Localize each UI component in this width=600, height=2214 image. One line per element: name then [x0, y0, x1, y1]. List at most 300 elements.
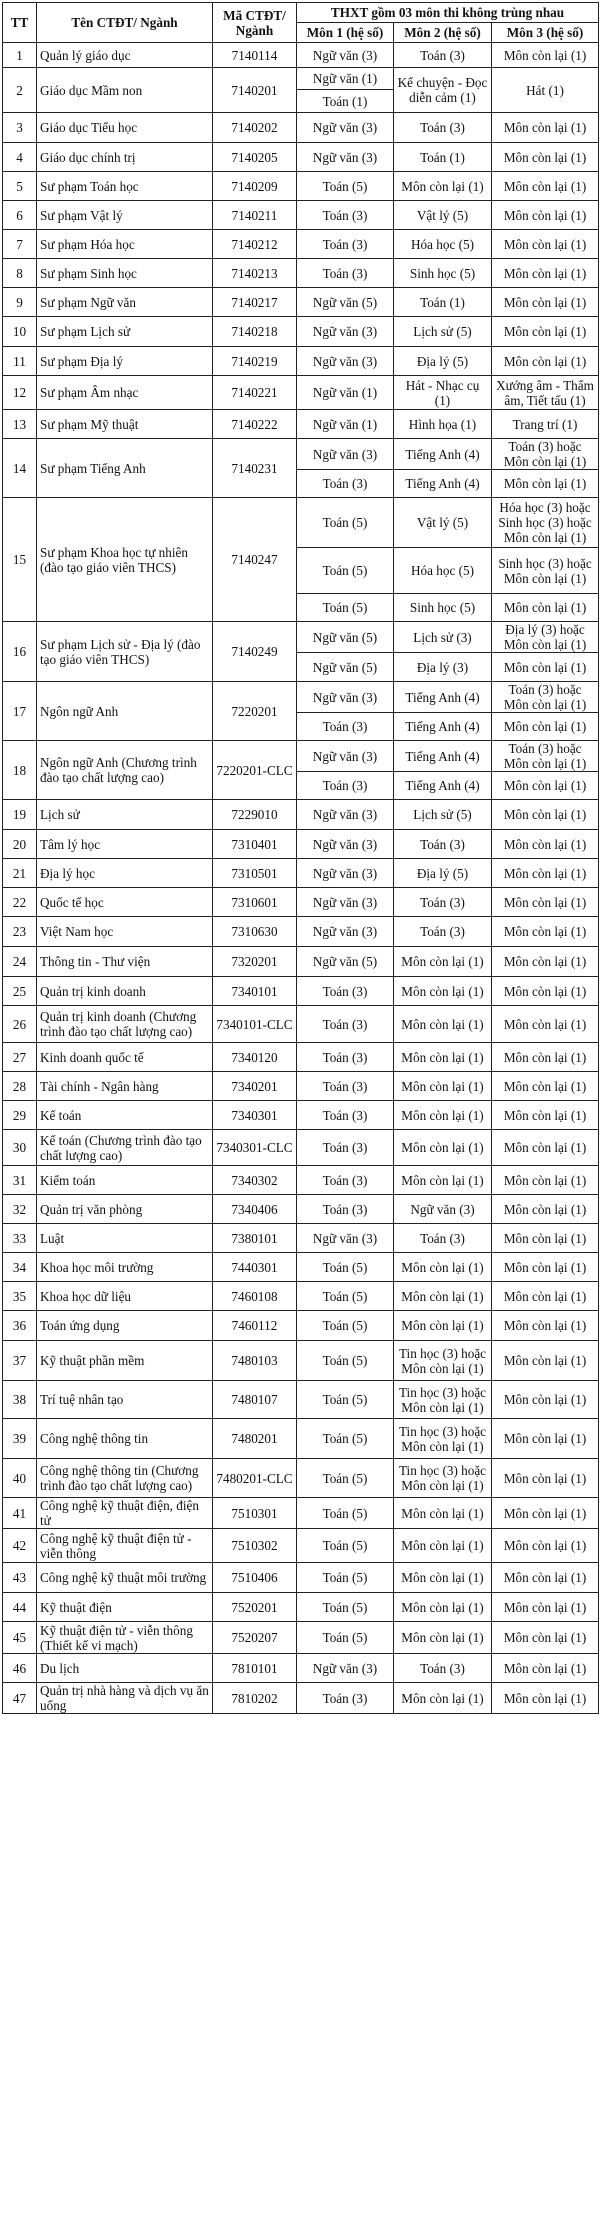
table-row — [3, 347, 599, 376]
program-code: 7310501 — [213, 859, 297, 888]
program-code: 7140114 — [213, 43, 297, 68]
subject-1: Toán (5) — [297, 1459, 394, 1498]
subject-1: Toán (3) — [297, 259, 394, 288]
subject-3: Môn còn lại (1) — [492, 1195, 599, 1224]
table-row — [3, 1101, 599, 1130]
row-number: 35 — [3, 1282, 37, 1311]
subject-3: Môn còn lại (1) — [492, 772, 599, 800]
table-row — [3, 1622, 599, 1654]
program-name: Tài chính - Ngân hàng — [37, 1072, 213, 1101]
program-name: Giáo dục Mầm non — [37, 68, 213, 113]
row-number: 2 — [3, 68, 37, 113]
program-code: 7140219 — [213, 347, 297, 376]
table-row — [3, 43, 599, 68]
row-number: 20 — [3, 830, 37, 859]
program-code: 7140247 — [213, 498, 297, 622]
subject-3: Môn còn lại (1) — [492, 977, 599, 1006]
row-number: 14 — [3, 439, 37, 498]
program-code: 7140211 — [213, 201, 297, 230]
subject-3: Xướng âm - Thẩm âm, Tiết tấu (1) — [492, 376, 599, 410]
subject-3: Sinh học (3) hoặc Môn còn lại (1) — [492, 548, 599, 594]
table-row — [3, 1224, 599, 1253]
subject-1: Toán (3) — [297, 470, 394, 498]
subject-2: Địa lý (5) — [394, 859, 492, 888]
program-name: Quản trị kinh doanh — [37, 977, 213, 1006]
table-row — [3, 259, 599, 288]
program-name: Sư phạm Mỹ thuật — [37, 410, 213, 439]
program-name: Địa lý học — [37, 859, 213, 888]
subject-3: Môn còn lại (1) — [492, 1381, 599, 1419]
subject-3: Môn còn lại (1) — [492, 470, 599, 498]
table-row — [3, 1130, 599, 1166]
subject-1: Ngữ văn (1) — [297, 68, 394, 90]
table-row — [3, 1341, 599, 1381]
subject-1: Ngữ văn (3) — [297, 830, 394, 859]
program-name: Kế toán — [37, 1101, 213, 1130]
row-number: 38 — [3, 1381, 37, 1419]
program-code: 7510406 — [213, 1563, 297, 1593]
program-code: 7480107 — [213, 1381, 297, 1419]
row-number: 15 — [3, 498, 37, 622]
program-code: 7310630 — [213, 917, 297, 947]
row-number: 45 — [3, 1622, 37, 1654]
table-row — [3, 172, 599, 201]
table-row — [3, 317, 599, 347]
row-number: 13 — [3, 410, 37, 439]
subject-1: Toán (5) — [297, 1529, 394, 1563]
subject-1: Ngữ văn (3) — [297, 800, 394, 830]
table-row — [3, 1195, 599, 1224]
subject-2: Tiếng Anh (4) — [394, 713, 492, 741]
subject-3: Môn còn lại (1) — [492, 288, 599, 317]
table-row — [3, 376, 599, 410]
subject-2: Môn còn lại (1) — [394, 1166, 492, 1195]
table-row — [3, 917, 599, 947]
subject-2: Môn còn lại (1) — [394, 172, 492, 201]
program-name: Công nghệ kỹ thuật môi trường — [37, 1563, 213, 1593]
subject-3: Môn còn lại (1) — [492, 947, 599, 977]
subject-2: Môn còn lại (1) — [394, 1529, 492, 1563]
subject-2: Môn còn lại (1) — [394, 977, 492, 1006]
subject-3: Môn còn lại (1) — [492, 1341, 599, 1381]
subject-1: Ngữ văn (5) — [297, 653, 394, 682]
subject-3: Môn còn lại (1) — [492, 1224, 599, 1253]
program-code: 7810202 — [213, 1683, 297, 1714]
subject-1: Toán (1) — [297, 90, 394, 113]
table-row — [3, 1529, 599, 1563]
row-number: 18 — [3, 741, 37, 800]
subject-1: Toán (5) — [297, 1341, 394, 1381]
program-name: Trí tuệ nhân tạo — [37, 1381, 213, 1419]
row-number: 42 — [3, 1529, 37, 1563]
subject-3: Môn còn lại (1) — [492, 1593, 599, 1622]
row-number: 24 — [3, 947, 37, 977]
table-row — [3, 143, 599, 172]
subject-2: Toán (3) — [394, 1654, 492, 1683]
subject-2: Tin học (3) hoặc Môn còn lại (1) — [394, 1459, 492, 1498]
program-name: Việt Nam học — [37, 917, 213, 947]
subject-3: Môn còn lại (1) — [492, 800, 599, 830]
row-number: 27 — [3, 1043, 37, 1072]
subject-2: Tiếng Anh (4) — [394, 682, 492, 713]
row-number: 5 — [3, 172, 37, 201]
subject-3: Môn còn lại (1) — [492, 43, 599, 68]
subject-1: Ngữ văn (3) — [297, 43, 394, 68]
program-name: Công nghệ kỹ thuật điện tử - viễn thông — [37, 1529, 213, 1563]
subject-2: Tiếng Anh (4) — [394, 772, 492, 800]
subject-3: Môn còn lại (1) — [492, 859, 599, 888]
subject-2: Tiếng Anh (4) — [394, 470, 492, 498]
program-name: Kế toán (Chương trình đào tạo chất lượng cao) — [37, 1130, 213, 1166]
program-code: 7340101-CLC — [213, 1006, 297, 1043]
program-code: 7340201 — [213, 1072, 297, 1101]
subject-2: Môn còn lại (1) — [394, 1683, 492, 1714]
program-code: 7140249 — [213, 622, 297, 682]
table-row — [3, 439, 599, 470]
subject-2: Môn còn lại (1) — [394, 1622, 492, 1654]
subject-3: Môn còn lại (1) — [492, 201, 599, 230]
subject-1: Ngữ văn (3) — [297, 439, 394, 470]
row-number: 32 — [3, 1195, 37, 1224]
row-number: 28 — [3, 1072, 37, 1101]
subject-3: Toán (3) hoặc Môn còn lại (1) — [492, 682, 599, 713]
row-number: 22 — [3, 888, 37, 917]
table-row — [3, 977, 599, 1006]
row-number: 36 — [3, 1311, 37, 1341]
row-number: 17 — [3, 682, 37, 741]
subject-2: Môn còn lại (1) — [394, 1253, 492, 1282]
subject-3: Toán (3) hoặc Môn còn lại (1) — [492, 439, 599, 470]
subject-2: Tiếng Anh (4) — [394, 741, 492, 772]
subject-3: Môn còn lại (1) — [492, 1498, 599, 1529]
row-number: 9 — [3, 288, 37, 317]
subject-3: Môn còn lại (1) — [492, 1253, 599, 1282]
subject-2: Kể chuyện - Đọc diễn cảm (1) — [394, 68, 492, 113]
subject-2: Sinh học (5) — [394, 594, 492, 622]
program-code: 7440301 — [213, 1253, 297, 1282]
subject-3: Môn còn lại (1) — [492, 1683, 599, 1714]
program-name: Lịch sử — [37, 800, 213, 830]
subject-1: Toán (3) — [297, 1101, 394, 1130]
program-name: Ngôn ngữ Anh (Chương trình đào tạo chất lượng cao) — [37, 741, 213, 800]
subject-1: Toán (5) — [297, 498, 394, 548]
subject-1: Ngữ văn (3) — [297, 682, 394, 713]
subject-1: Ngữ văn (3) — [297, 917, 394, 947]
row-number: 46 — [3, 1654, 37, 1683]
program-code: 7380101 — [213, 1224, 297, 1253]
program-code: 7310401 — [213, 830, 297, 859]
subject-2: Toán (3) — [394, 888, 492, 917]
program-name: Sư phạm Ngữ văn — [37, 288, 213, 317]
row-number: 1 — [3, 43, 37, 68]
subject-1: Ngữ văn (3) — [297, 143, 394, 172]
subject-1: Toán (5) — [297, 172, 394, 201]
subject-2: Môn còn lại (1) — [394, 1282, 492, 1311]
program-name: Kỹ thuật điện — [37, 1593, 213, 1622]
program-name: Giáo dục chính trị — [37, 143, 213, 172]
table-row — [3, 1593, 599, 1622]
table-row — [3, 800, 599, 830]
subject-2: Toán (3) — [394, 43, 492, 68]
program-name: Sư phạm Lịch sử - Địa lý (đào tạo giáo viên THCS) — [37, 622, 213, 682]
subject-1: Toán (5) — [297, 1498, 394, 1529]
program-code: 7220201-CLC — [213, 741, 297, 800]
table-row — [3, 741, 599, 772]
program-name: Quản trị kinh doanh (Chương trình đào tạo chất lượng cao) — [37, 1006, 213, 1043]
row-number: 47 — [3, 1683, 37, 1714]
subject-2: Môn còn lại (1) — [394, 947, 492, 977]
subject-3: Môn còn lại (1) — [492, 1459, 599, 1498]
row-number: 19 — [3, 800, 37, 830]
subject-2: Toán (1) — [394, 288, 492, 317]
program-code: 7520201 — [213, 1593, 297, 1622]
row-number: 4 — [3, 143, 37, 172]
subject-2: Toán (3) — [394, 1224, 492, 1253]
table-row — [3, 1419, 599, 1459]
subject-3: Môn còn lại (1) — [492, 594, 599, 622]
subject-1: Ngữ văn (5) — [297, 947, 394, 977]
program-name: Kỹ thuật điện tử - viễn thông (Thiết kế vi mạch) — [37, 1622, 213, 1654]
subject-3: Địa lý (3) hoặc Môn còn lại (1) — [492, 622, 599, 653]
subject-3: Trang trí (1) — [492, 410, 599, 439]
table-row — [3, 1072, 599, 1101]
table-row — [3, 947, 599, 977]
row-number: 37 — [3, 1341, 37, 1381]
header-program-name: Tên CTĐT/ Ngành — [37, 3, 213, 43]
subject-3: Môn còn lại (1) — [492, 1654, 599, 1683]
program-name: Công nghệ kỹ thuật điện, điện tử — [37, 1498, 213, 1529]
table-row — [3, 230, 599, 259]
row-number: 8 — [3, 259, 37, 288]
program-name: Công nghệ thông tin (Chương trình đào tạo chất lượng cao) — [37, 1459, 213, 1498]
row-number: 11 — [3, 347, 37, 376]
subject-3: Môn còn lại (1) — [492, 888, 599, 917]
table-row — [3, 682, 599, 713]
row-number: 41 — [3, 1498, 37, 1529]
subject-1: Toán (5) — [297, 594, 394, 622]
admission-subjects-table — [2, 2, 599, 1714]
subject-3: Môn còn lại (1) — [492, 713, 599, 741]
table-row — [3, 1282, 599, 1311]
program-name: Công nghệ thông tin — [37, 1419, 213, 1459]
row-number: 44 — [3, 1593, 37, 1622]
subject-1: Toán (3) — [297, 230, 394, 259]
table-row — [3, 830, 599, 859]
program-code: 7520207 — [213, 1622, 297, 1654]
subject-2: Môn còn lại (1) — [394, 1311, 492, 1341]
program-name: Giáo dục Tiểu học — [37, 113, 213, 143]
table-row — [3, 1311, 599, 1341]
program-name: Sư phạm Âm nhạc — [37, 376, 213, 410]
subject-1: Toán (3) — [297, 1043, 394, 1072]
program-name: Quốc tế học — [37, 888, 213, 917]
program-code: 7140222 — [213, 410, 297, 439]
subject-1: Toán (5) — [297, 548, 394, 594]
program-code: 7310601 — [213, 888, 297, 917]
table-row — [3, 1498, 599, 1529]
program-name: Sư phạm Hóa học — [37, 230, 213, 259]
program-code: 7140201 — [213, 68, 297, 113]
subject-1: Ngữ văn (3) — [297, 1224, 394, 1253]
row-number: 10 — [3, 317, 37, 347]
subject-2: Lịch sử (5) — [394, 800, 492, 830]
program-code: 7140218 — [213, 317, 297, 347]
program-name: Quản trị văn phòng — [37, 1195, 213, 1224]
subject-2: Ngữ văn (3) — [394, 1195, 492, 1224]
table-row — [3, 1253, 599, 1282]
subject-1: Ngữ văn (5) — [297, 622, 394, 653]
program-name: Sư phạm Sinh học — [37, 259, 213, 288]
program-code: 7340301-CLC — [213, 1130, 297, 1166]
subject-3: Môn còn lại (1) — [492, 1622, 599, 1654]
subject-3: Môn còn lại (1) — [492, 172, 599, 201]
subject-3: Môn còn lại (1) — [492, 830, 599, 859]
program-code: 7480201-CLC — [213, 1459, 297, 1498]
table-row — [3, 1166, 599, 1195]
subject-3: Môn còn lại (1) — [492, 917, 599, 947]
program-name: Ngôn ngữ Anh — [37, 682, 213, 741]
header-subject-1: Môn 1 (hệ số) — [297, 23, 394, 43]
row-number: 29 — [3, 1101, 37, 1130]
subject-2: Môn còn lại (1) — [394, 1072, 492, 1101]
subject-3: Môn còn lại (1) — [492, 1311, 599, 1341]
program-name: Kiểm toán — [37, 1166, 213, 1195]
subject-1: Toán (3) — [297, 1006, 394, 1043]
program-code: 7480103 — [213, 1341, 297, 1381]
subject-2: Toán (3) — [394, 830, 492, 859]
subject-3: Môn còn lại (1) — [492, 1006, 599, 1043]
program-code: 7460112 — [213, 1311, 297, 1341]
subject-1: Ngữ văn (3) — [297, 317, 394, 347]
subject-3: Môn còn lại (1) — [492, 1282, 599, 1311]
program-name: Toán ứng dụng — [37, 1311, 213, 1341]
table-row — [3, 1043, 599, 1072]
program-code: 7140231 — [213, 439, 297, 498]
subject-2: Môn còn lại (1) — [394, 1498, 492, 1529]
program-name: Sư phạm Khoa học tự nhiên (đào tạo giáo viên THCS) — [37, 498, 213, 622]
program-code: 7140221 — [213, 376, 297, 410]
subject-3: Môn còn lại (1) — [492, 653, 599, 682]
subject-1: Toán (5) — [297, 1253, 394, 1282]
subject-3: Môn còn lại (1) — [492, 230, 599, 259]
program-code: 7340120 — [213, 1043, 297, 1072]
subject-2: Lịch sử (3) — [394, 622, 492, 653]
table-row — [3, 622, 599, 653]
subject-1: Toán (3) — [297, 1072, 394, 1101]
subject-1: Ngữ văn (3) — [297, 859, 394, 888]
program-code: 7140209 — [213, 172, 297, 201]
table-row — [3, 498, 599, 548]
subject-3: Môn còn lại (1) — [492, 1043, 599, 1072]
subject-2: Tiếng Anh (4) — [394, 439, 492, 470]
row-number: 30 — [3, 1130, 37, 1166]
subject-2: Toán (3) — [394, 113, 492, 143]
program-name: Khoa học môi trường — [37, 1253, 213, 1282]
subject-1: Toán (3) — [297, 1683, 394, 1714]
table-row — [3, 1381, 599, 1419]
subject-2: Sinh học (5) — [394, 259, 492, 288]
table-row — [3, 1006, 599, 1043]
program-code: 7140212 — [213, 230, 297, 259]
subject-1: Ngữ văn (3) — [297, 1654, 394, 1683]
subject-2: Hóa học (5) — [394, 548, 492, 594]
table-row — [3, 410, 599, 439]
program-code: 7229010 — [213, 800, 297, 830]
row-number: 23 — [3, 917, 37, 947]
subject-2: Tin học (3) hoặc Môn còn lại (1) — [394, 1341, 492, 1381]
subject-1: Toán (5) — [297, 1593, 394, 1622]
subject-1: Toán (5) — [297, 1563, 394, 1593]
subject-2: Hóa học (5) — [394, 230, 492, 259]
subject-1: Ngữ văn (3) — [297, 741, 394, 772]
subject-3: Toán (3) hoặc Môn còn lại (1) — [492, 741, 599, 772]
row-number: 12 — [3, 376, 37, 410]
subject-2: Hát - Nhạc cụ (1) — [394, 376, 492, 410]
subject-1: Ngữ văn (3) — [297, 113, 394, 143]
program-code: 7340302 — [213, 1166, 297, 1195]
subject-1: Toán (5) — [297, 1622, 394, 1654]
row-number: 6 — [3, 201, 37, 230]
subject-2: Tin học (3) hoặc Môn còn lại (1) — [394, 1419, 492, 1459]
subject-2: Môn còn lại (1) — [394, 1593, 492, 1622]
subject-2: Hình họa (1) — [394, 410, 492, 439]
program-code: 7340406 — [213, 1195, 297, 1224]
program-name: Sư phạm Toán học — [37, 172, 213, 201]
program-code: 7460108 — [213, 1282, 297, 1311]
program-code: 7140205 — [213, 143, 297, 172]
subject-1: Ngữ văn (1) — [297, 376, 394, 410]
subject-2: Môn còn lại (1) — [394, 1043, 492, 1072]
subject-3: Môn còn lại (1) — [492, 1130, 599, 1166]
row-number: 25 — [3, 977, 37, 1006]
subject-1: Toán (3) — [297, 713, 394, 741]
header-row-1 — [3, 3, 599, 23]
subject-3: Môn còn lại (1) — [492, 113, 599, 143]
header-program-code: Mã CTĐT/ Ngành — [213, 3, 297, 43]
subject-3: Môn còn lại (1) — [492, 1166, 599, 1195]
row-number: 31 — [3, 1166, 37, 1195]
subject-2: Tin học (3) hoặc Môn còn lại (1) — [394, 1381, 492, 1419]
subject-1: Toán (3) — [297, 772, 394, 800]
subject-2: Toán (1) — [394, 143, 492, 172]
program-name: Sư phạm Lịch sử — [37, 317, 213, 347]
program-name: Tâm lý học — [37, 830, 213, 859]
program-name: Du lịch — [37, 1654, 213, 1683]
table-row — [3, 201, 599, 230]
row-number: 21 — [3, 859, 37, 888]
program-name: Sư phạm Địa lý — [37, 347, 213, 376]
subject-1: Toán (3) — [297, 201, 394, 230]
program-name: Thông tin - Thư viện — [37, 947, 213, 977]
header-subject-group: THXT gồm 03 môn thi không trùng nhau — [297, 3, 599, 23]
subject-1: Ngữ văn (3) — [297, 347, 394, 376]
table-row — [3, 1683, 599, 1714]
table-row — [3, 288, 599, 317]
subject-1: Ngữ văn (1) — [297, 410, 394, 439]
program-name: Luật — [37, 1224, 213, 1253]
subject-2: Địa lý (3) — [394, 653, 492, 682]
program-code: 7140213 — [213, 259, 297, 288]
table-row — [3, 1563, 599, 1593]
subject-1: Toán (5) — [297, 1419, 394, 1459]
table-row — [3, 859, 599, 888]
subject-2: Môn còn lại (1) — [394, 1101, 492, 1130]
subject-1: Toán (3) — [297, 1166, 394, 1195]
subject-3: Môn còn lại (1) — [492, 1419, 599, 1459]
subject-1: Toán (5) — [297, 1282, 394, 1311]
row-number: 16 — [3, 622, 37, 682]
table-row — [3, 1654, 599, 1683]
